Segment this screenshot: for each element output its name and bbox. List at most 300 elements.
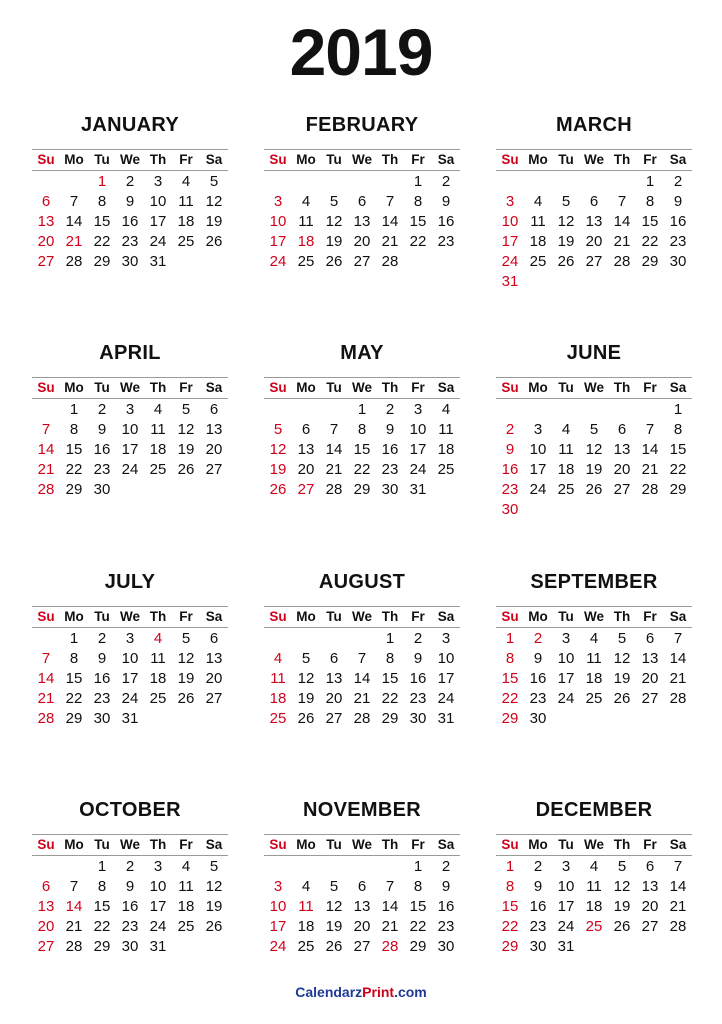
- weekday-label: We: [119, 152, 140, 167]
- day-cell: 3: [441, 630, 451, 647]
- empty-cell: [320, 400, 348, 420]
- day-cell: 19: [205, 213, 223, 230]
- day-cell: 28: [669, 918, 687, 935]
- day-cell: 18: [297, 918, 315, 935]
- day-cell: 11: [298, 898, 314, 915]
- month-february: [264, 112, 460, 302]
- day-cell: 15: [409, 898, 427, 915]
- day-cell: 29: [669, 481, 687, 498]
- weekday-label: Su: [269, 380, 287, 395]
- empty-cell: [348, 857, 376, 877]
- empty-cell: [524, 400, 552, 420]
- weekday-label: Su: [269, 837, 287, 852]
- day-cell: 24: [149, 233, 167, 250]
- year-title: 2019: [289, 15, 433, 89]
- day-cell: 25: [177, 233, 195, 250]
- day-cell: 4: [301, 878, 311, 895]
- weekday-label: Fr: [179, 837, 193, 852]
- day-cell: 27: [353, 938, 371, 955]
- day-cell: 10: [121, 421, 139, 438]
- day-cell: 23: [529, 918, 547, 935]
- weekday-label: Th: [613, 837, 631, 852]
- day-cell: 30: [409, 710, 427, 727]
- day-cell: 11: [558, 441, 574, 458]
- day-cell: 16: [381, 441, 399, 458]
- day-cell: 24: [269, 253, 287, 270]
- day-cell: 21: [613, 233, 631, 250]
- empty-cell: [32, 400, 60, 420]
- weekday-label: Th: [381, 380, 399, 395]
- day-cell: 19: [613, 898, 631, 915]
- day-cell: 31: [121, 710, 139, 727]
- day-cell: 11: [586, 878, 602, 895]
- day-cell: 19: [613, 670, 631, 687]
- day-cell: 30: [121, 938, 139, 955]
- day-cell: 14: [37, 441, 55, 458]
- weekday-label: Sa: [437, 380, 455, 395]
- day-cell: 22: [65, 461, 83, 478]
- day-cell: 24: [121, 461, 139, 478]
- day-cell: 4: [153, 401, 163, 418]
- day-cell: 26: [297, 710, 315, 727]
- day-cell: 26: [177, 461, 195, 478]
- day-cell: 28: [669, 690, 687, 707]
- day-cell: 14: [353, 670, 371, 687]
- day-cell: 19: [325, 233, 343, 250]
- day-cell: 2: [413, 630, 423, 647]
- day-cell: 6: [329, 650, 339, 667]
- day-cell: 23: [669, 233, 687, 250]
- day-cell: 28: [325, 481, 343, 498]
- day-cell: 4: [181, 858, 191, 875]
- day-cell: 14: [381, 898, 399, 915]
- weekday-header: [32, 377, 228, 399]
- day-cell: 14: [325, 441, 343, 458]
- day-cell: 6: [617, 421, 627, 438]
- day-cell: 4: [181, 173, 191, 190]
- weekday-label: Fr: [411, 380, 425, 395]
- day-cell: 17: [557, 670, 575, 687]
- day-cell: 11: [438, 421, 454, 438]
- day-cell: 30: [669, 253, 687, 270]
- day-cell: 15: [353, 441, 371, 458]
- day-grid: [264, 400, 460, 500]
- day-cell: 6: [209, 630, 219, 647]
- day-cell: 7: [329, 421, 339, 438]
- day-cell: 19: [585, 461, 603, 478]
- day-cell: 1: [385, 630, 395, 647]
- day-cell: 17: [269, 918, 287, 935]
- weekday-label: We: [351, 152, 372, 167]
- day-cell: 11: [178, 193, 194, 210]
- day-cell: 16: [409, 670, 427, 687]
- day-cell: 29: [501, 938, 519, 955]
- day-cell: 25: [585, 690, 603, 707]
- weekday-label: Th: [149, 152, 167, 167]
- day-grid: [264, 629, 460, 729]
- empty-cell: [608, 400, 636, 420]
- weekday-label: Mo: [528, 152, 548, 167]
- day-grid: [496, 172, 692, 292]
- day-cell: 25: [177, 918, 195, 935]
- day-cell: 5: [301, 650, 311, 667]
- day-cell: 7: [385, 193, 395, 210]
- day-cell: 22: [409, 233, 427, 250]
- day-cell: 20: [641, 670, 659, 687]
- day-cell: 13: [325, 670, 343, 687]
- empty-cell: [580, 400, 608, 420]
- weekday-label: Sa: [205, 380, 223, 395]
- day-cell: 20: [641, 898, 659, 915]
- day-cell: 27: [613, 481, 631, 498]
- day-cell: 31: [409, 481, 427, 498]
- day-cell: 6: [41, 193, 51, 210]
- day-cell: 6: [357, 878, 367, 895]
- day-cell: 19: [205, 898, 223, 915]
- weekday-label: Th: [613, 152, 631, 167]
- day-cell: 4: [561, 421, 571, 438]
- empty-cell: [60, 172, 88, 192]
- day-cell: 5: [273, 421, 283, 438]
- empty-cell: [264, 400, 292, 420]
- day-cell: 17: [529, 461, 547, 478]
- weekday-label: We: [119, 609, 140, 624]
- day-cell: 2: [385, 401, 395, 418]
- day-cell: 29: [409, 938, 427, 955]
- weekday-label: We: [351, 837, 372, 852]
- weekday-label: Fr: [643, 837, 657, 852]
- weekday-label: We: [119, 837, 140, 852]
- day-cell: 14: [669, 650, 687, 667]
- day-cell: 26: [613, 918, 631, 935]
- day-cell: 17: [269, 233, 287, 250]
- day-cell: 3: [153, 173, 163, 190]
- day-grid: [32, 400, 228, 500]
- day-cell: 4: [273, 650, 283, 667]
- day-cell: 29: [93, 938, 111, 955]
- day-cell: 14: [37, 670, 55, 687]
- day-cell: 12: [177, 421, 195, 438]
- day-cell: 23: [529, 690, 547, 707]
- day-cell: 6: [645, 858, 655, 875]
- weekday-label: Sa: [205, 837, 223, 852]
- day-cell: 8: [645, 193, 655, 210]
- day-cell: 27: [205, 461, 223, 478]
- day-cell: 22: [501, 918, 519, 935]
- day-cell: 26: [177, 690, 195, 707]
- day-cell: 3: [125, 401, 135, 418]
- weekday-label: Tu: [326, 152, 342, 167]
- weekday-label: Fr: [643, 152, 657, 167]
- weekday-label: Su: [269, 152, 287, 167]
- day-cell: 12: [613, 650, 631, 667]
- day-cell: 1: [645, 173, 655, 190]
- weekday-label: Tu: [558, 609, 574, 624]
- day-cell: 1: [505, 858, 515, 875]
- day-cell: 30: [381, 481, 399, 498]
- day-cell: 29: [65, 481, 83, 498]
- day-cell: 3: [273, 193, 283, 210]
- day-cell: 15: [65, 670, 83, 687]
- weekday-label: Sa: [669, 837, 687, 852]
- day-cell: 1: [97, 858, 107, 875]
- day-cell: 18: [177, 898, 195, 915]
- day-cell: 20: [205, 441, 223, 458]
- day-cell: 21: [669, 670, 687, 687]
- day-grid: [496, 629, 692, 729]
- empty-cell: [524, 172, 552, 192]
- day-cell: 2: [441, 858, 451, 875]
- day-cell: 18: [269, 690, 287, 707]
- weekday-label: Th: [381, 837, 399, 852]
- weekday-header: [264, 606, 460, 628]
- day-cell: 28: [613, 253, 631, 270]
- day-cell: 16: [93, 670, 111, 687]
- day-cell: 19: [297, 690, 315, 707]
- empty-cell: [292, 400, 320, 420]
- day-cell: 10: [409, 421, 427, 438]
- day-cell: 18: [149, 670, 167, 687]
- weekday-header: [264, 149, 460, 171]
- day-cell: 27: [353, 253, 371, 270]
- day-cell: 13: [613, 441, 631, 458]
- weekday-label: Sa: [437, 609, 455, 624]
- day-cell: 30: [529, 938, 547, 955]
- day-cell: 5: [329, 878, 339, 895]
- day-cell: 3: [273, 878, 283, 895]
- day-grid: [496, 857, 692, 957]
- day-cell: 4: [153, 630, 163, 647]
- day-cell: 15: [669, 441, 687, 458]
- day-cell: 10: [269, 213, 287, 230]
- day-cell: 29: [353, 481, 371, 498]
- day-cell: 8: [413, 193, 423, 210]
- day-cell: 14: [65, 898, 83, 915]
- day-cell: 27: [585, 253, 603, 270]
- weekday-header: [264, 377, 460, 399]
- day-cell: 24: [437, 690, 455, 707]
- weekday-label: Su: [501, 380, 519, 395]
- day-cell: 5: [181, 630, 191, 647]
- day-cell: 13: [205, 421, 223, 438]
- day-cell: 22: [501, 690, 519, 707]
- day-cell: 17: [149, 213, 167, 230]
- day-cell: 12: [325, 213, 343, 230]
- weekday-label: Fr: [643, 380, 657, 395]
- day-cell: 16: [121, 898, 139, 915]
- day-cell: 26: [269, 481, 287, 498]
- weekday-label: Sa: [437, 837, 455, 852]
- day-cell: 1: [413, 858, 423, 875]
- day-cell: 2: [673, 173, 683, 190]
- day-cell: 7: [673, 630, 683, 647]
- day-cell: 29: [381, 710, 399, 727]
- weekday-label: We: [583, 380, 604, 395]
- day-cell: 25: [437, 461, 455, 478]
- weekday-label: Tu: [558, 837, 574, 852]
- weekday-label: Su: [37, 609, 55, 624]
- weekday-label: Mo: [296, 837, 316, 852]
- day-cell: 7: [617, 193, 627, 210]
- weekday-label: Sa: [669, 152, 687, 167]
- day-cell: 25: [529, 253, 547, 270]
- month-name: DECEMBER: [535, 799, 653, 821]
- day-cell: 31: [149, 253, 167, 270]
- day-cell: 9: [505, 441, 515, 458]
- empty-cell: [32, 172, 60, 192]
- day-cell: 14: [613, 213, 631, 230]
- weekday-label: Tu: [94, 152, 110, 167]
- day-cell: 31: [437, 710, 455, 727]
- day-cell: 2: [125, 173, 135, 190]
- month-name: MARCH: [556, 114, 632, 136]
- day-cell: 8: [97, 193, 107, 210]
- weekday-label: Mo: [296, 152, 316, 167]
- day-cell: 11: [530, 213, 546, 230]
- day-cell: 30: [121, 253, 139, 270]
- day-cell: 28: [37, 481, 55, 498]
- weekday-label: Sa: [669, 380, 687, 395]
- weekday-label: Th: [381, 152, 399, 167]
- day-cell: 8: [97, 878, 107, 895]
- day-cell: 22: [381, 690, 399, 707]
- weekday-header: [496, 149, 692, 171]
- empty-cell: [580, 172, 608, 192]
- weekday-label: Mo: [64, 609, 84, 624]
- day-cell: 26: [613, 690, 631, 707]
- day-cell: 15: [641, 213, 659, 230]
- day-cell: 14: [641, 441, 659, 458]
- day-cell: 21: [641, 461, 659, 478]
- empty-cell: [320, 172, 348, 192]
- day-cell: 28: [381, 253, 399, 270]
- day-cell: 13: [297, 441, 315, 458]
- day-cell: 13: [353, 898, 371, 915]
- day-cell: 25: [269, 710, 287, 727]
- weekday-label: Tu: [94, 380, 110, 395]
- day-cell: 21: [65, 918, 83, 935]
- day-cell: 10: [269, 898, 287, 915]
- day-cell: 10: [149, 193, 167, 210]
- weekday-label: Su: [37, 837, 55, 852]
- weekday-label: Tu: [326, 609, 342, 624]
- day-cell: 2: [441, 173, 451, 190]
- day-cell: 26: [325, 253, 343, 270]
- day-cell: 10: [121, 650, 139, 667]
- weekday-label: Su: [501, 609, 519, 624]
- day-cell: 5: [329, 193, 339, 210]
- day-cell: 27: [37, 253, 55, 270]
- day-cell: 13: [641, 878, 659, 895]
- day-cell: 9: [385, 421, 395, 438]
- month-january: [32, 112, 228, 302]
- day-cell: 3: [533, 421, 543, 438]
- month-name: MAY: [340, 342, 384, 364]
- month-april: [32, 340, 228, 530]
- day-cell: 4: [301, 193, 311, 210]
- weekday-label: Tu: [326, 380, 342, 395]
- weekday-header: [496, 606, 692, 628]
- weekday-label: Su: [37, 380, 55, 395]
- day-cell: 19: [557, 233, 575, 250]
- day-cell: 21: [669, 898, 687, 915]
- day-cell: 11: [178, 878, 194, 895]
- day-cell: 8: [69, 650, 79, 667]
- day-cell: 29: [93, 253, 111, 270]
- weekday-label: Su: [501, 152, 519, 167]
- weekday-header: [496, 377, 692, 399]
- empty-cell: [636, 400, 664, 420]
- day-cell: 9: [441, 193, 451, 210]
- empty-cell: [608, 172, 636, 192]
- day-cell: 20: [297, 461, 315, 478]
- day-cell: 5: [209, 173, 219, 190]
- day-cell: 5: [209, 858, 219, 875]
- weekday-label: Fr: [179, 152, 193, 167]
- weekday-header: [32, 606, 228, 628]
- empty-cell: [496, 400, 524, 420]
- day-cell: 12: [585, 441, 603, 458]
- weekday-label: Tu: [558, 380, 574, 395]
- day-cell: 21: [325, 461, 343, 478]
- day-cell: 4: [441, 401, 451, 418]
- day-cell: 26: [325, 938, 343, 955]
- day-cell: 8: [413, 878, 423, 895]
- empty-cell: [292, 857, 320, 877]
- month-june: [496, 340, 692, 530]
- day-cell: 3: [413, 401, 423, 418]
- month-name: JUNE: [566, 342, 622, 364]
- month-name: SEPTEMBER: [530, 571, 658, 593]
- day-cell: 16: [501, 461, 519, 478]
- day-cell: 6: [645, 630, 655, 647]
- day-cell: 16: [437, 898, 455, 915]
- day-cell: 27: [641, 918, 659, 935]
- day-cell: 24: [501, 253, 519, 270]
- day-cell: 30: [93, 710, 111, 727]
- day-cell: 1: [97, 173, 107, 190]
- day-cell: 19: [269, 461, 287, 478]
- day-cell: 24: [409, 461, 427, 478]
- month-name: APRIL: [99, 342, 161, 364]
- weekday-label: Sa: [205, 152, 223, 167]
- day-cell: 30: [529, 710, 547, 727]
- day-grid: [264, 172, 460, 272]
- weekday-label: Mo: [64, 837, 84, 852]
- day-cell: 4: [589, 858, 599, 875]
- weekday-label: Th: [149, 380, 167, 395]
- day-cell: 1: [357, 401, 367, 418]
- day-cell: 21: [381, 918, 399, 935]
- day-cell: 9: [125, 193, 135, 210]
- day-cell: 9: [413, 650, 423, 667]
- day-cell: 15: [381, 670, 399, 687]
- day-cell: 3: [561, 630, 571, 647]
- weekday-label: Th: [149, 837, 167, 852]
- day-cell: 13: [353, 213, 371, 230]
- day-cell: 25: [585, 918, 603, 935]
- day-cell: 19: [325, 918, 343, 935]
- day-cell: 2: [97, 630, 107, 647]
- weekday-label: We: [119, 380, 140, 395]
- day-cell: 29: [65, 710, 83, 727]
- weekday-label: Su: [269, 609, 287, 624]
- day-cell: 23: [437, 918, 455, 935]
- empty-cell: [320, 629, 348, 649]
- day-cell: 17: [437, 670, 455, 687]
- weekday-label: Tu: [326, 837, 342, 852]
- day-cell: 30: [93, 481, 111, 498]
